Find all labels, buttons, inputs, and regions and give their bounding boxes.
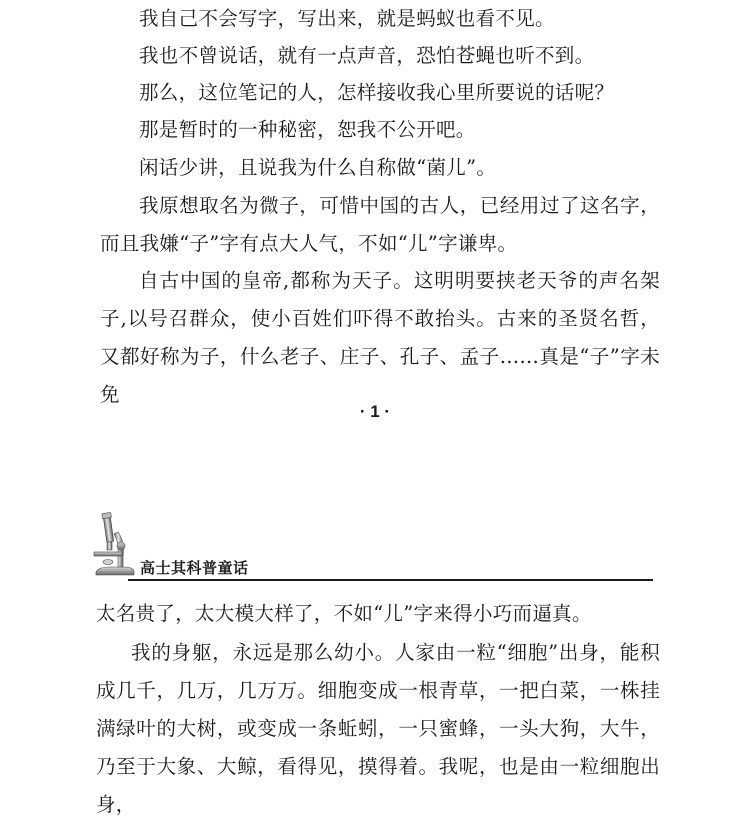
header-divider <box>128 579 653 581</box>
paragraph: 闲话少讲，且说我为什么自称做“菌儿”。 <box>139 156 497 179</box>
paragraph: 太名贵了，太大模大样了，不如“儿”字来得小巧而逼真。 <box>96 602 592 625</box>
paragraph: 我也不曾说话，就有一点声音，恐怕苍蝇也听不到。 <box>139 44 595 67</box>
book-page-bottom <box>0 500 750 816</box>
page-number: · 1 · <box>359 402 391 421</box>
paragraph: 我的身躯，永远是那么幼小。人家由一粒“细胞”出身，能积成几千，几万，几万万。细胞变成一根青草，一把白菜，一株挂满绿叶的大树，或变成一条蚯蚓，一只蜜蜂，一头大狗，大牛，乃至于大象、大鲸，看得见，摸得着。我呢，也是由一粒细胞出身， <box>96 641 660 816</box>
running-header-title: 高士其科普童话 <box>140 559 249 577</box>
paragraph: 我原想取名为微子，可惜中国的古人，已经用过了这名字，而且我嫌“子”字有点大人气，不如“儿”字谦卑。 <box>100 194 660 255</box>
microscope-icon <box>88 512 142 578</box>
paragraph: 自古中国的皇帝,都称为天子。这明明要挟老天爷的声名架子,以号召群众，使小百姓们吓得不敢抬头。古来的圣贤名哲，又都好称为子，什么老子、庄子、孔子、孟子……真是“子”字未免 <box>100 269 660 406</box>
paragraph: 那是暂时的一种秘密，恕我不公开吧。 <box>139 118 476 141</box>
paragraph: 那么，这位笔记的人，怎样接收我心里所要说的话呢？ <box>139 81 615 104</box>
paragraph: 我自己不会写字，写出来，就是蚂蚁也看不见。 <box>139 7 555 30</box>
